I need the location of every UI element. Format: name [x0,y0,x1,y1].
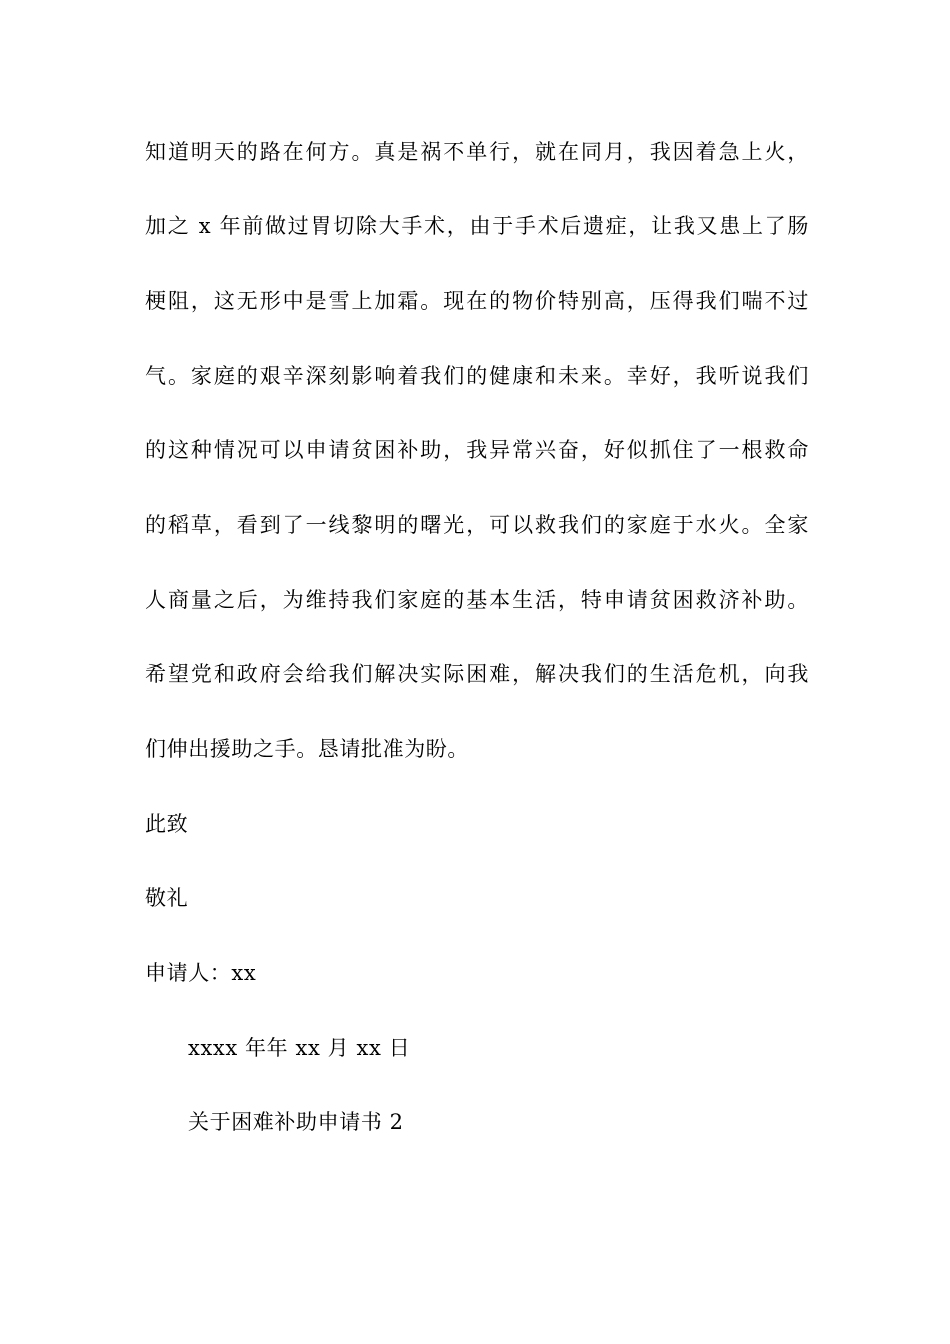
salutation-cizhi: 此致 [145,812,189,836]
body-line-2: 加之 x 年前做过胃切除大手术，由于手术后遗症，让我又患上了肠 [145,214,809,238]
body-line-3: 梗阻，这无形中是雪上加霜。现在的物价特别高，压得我们喘不过 [145,289,809,313]
body-line-1: 知道明天的路在何方。真是祸不单行，就在同月，我因着急上火， [145,140,809,164]
application-date: xxxx 年年 xx 月 xx 日 [188,1036,411,1060]
body-line-4: 气。家庭的艰辛深刻影响着我们的健康和未来。幸好，我听说我们 [145,364,809,388]
applicant-signature: 申请人：xx [145,961,257,985]
salutation-jingli: 敬礼 [145,886,189,910]
body-line-7: 人商量之后，为维持我们家庭的基本生活，特申请贫困救济补助。 [145,588,809,612]
body-line-9: 们伸出援助之手。恳请批准为盼。 [145,737,469,761]
body-line-8: 希望党和政府会给我们解决实际困难，解决我们的生活危机，向我 [145,662,809,686]
body-line-6: 的稻草，看到了一线黎明的曙光，可以救我们的家庭于水火。全家 [145,513,809,537]
next-document-title: 关于困难补助申请书 2 [188,1110,404,1134]
body-line-5: 的这种情况可以申请贫困补助，我异常兴奋，好似抓住了一根救命 [145,438,809,462]
